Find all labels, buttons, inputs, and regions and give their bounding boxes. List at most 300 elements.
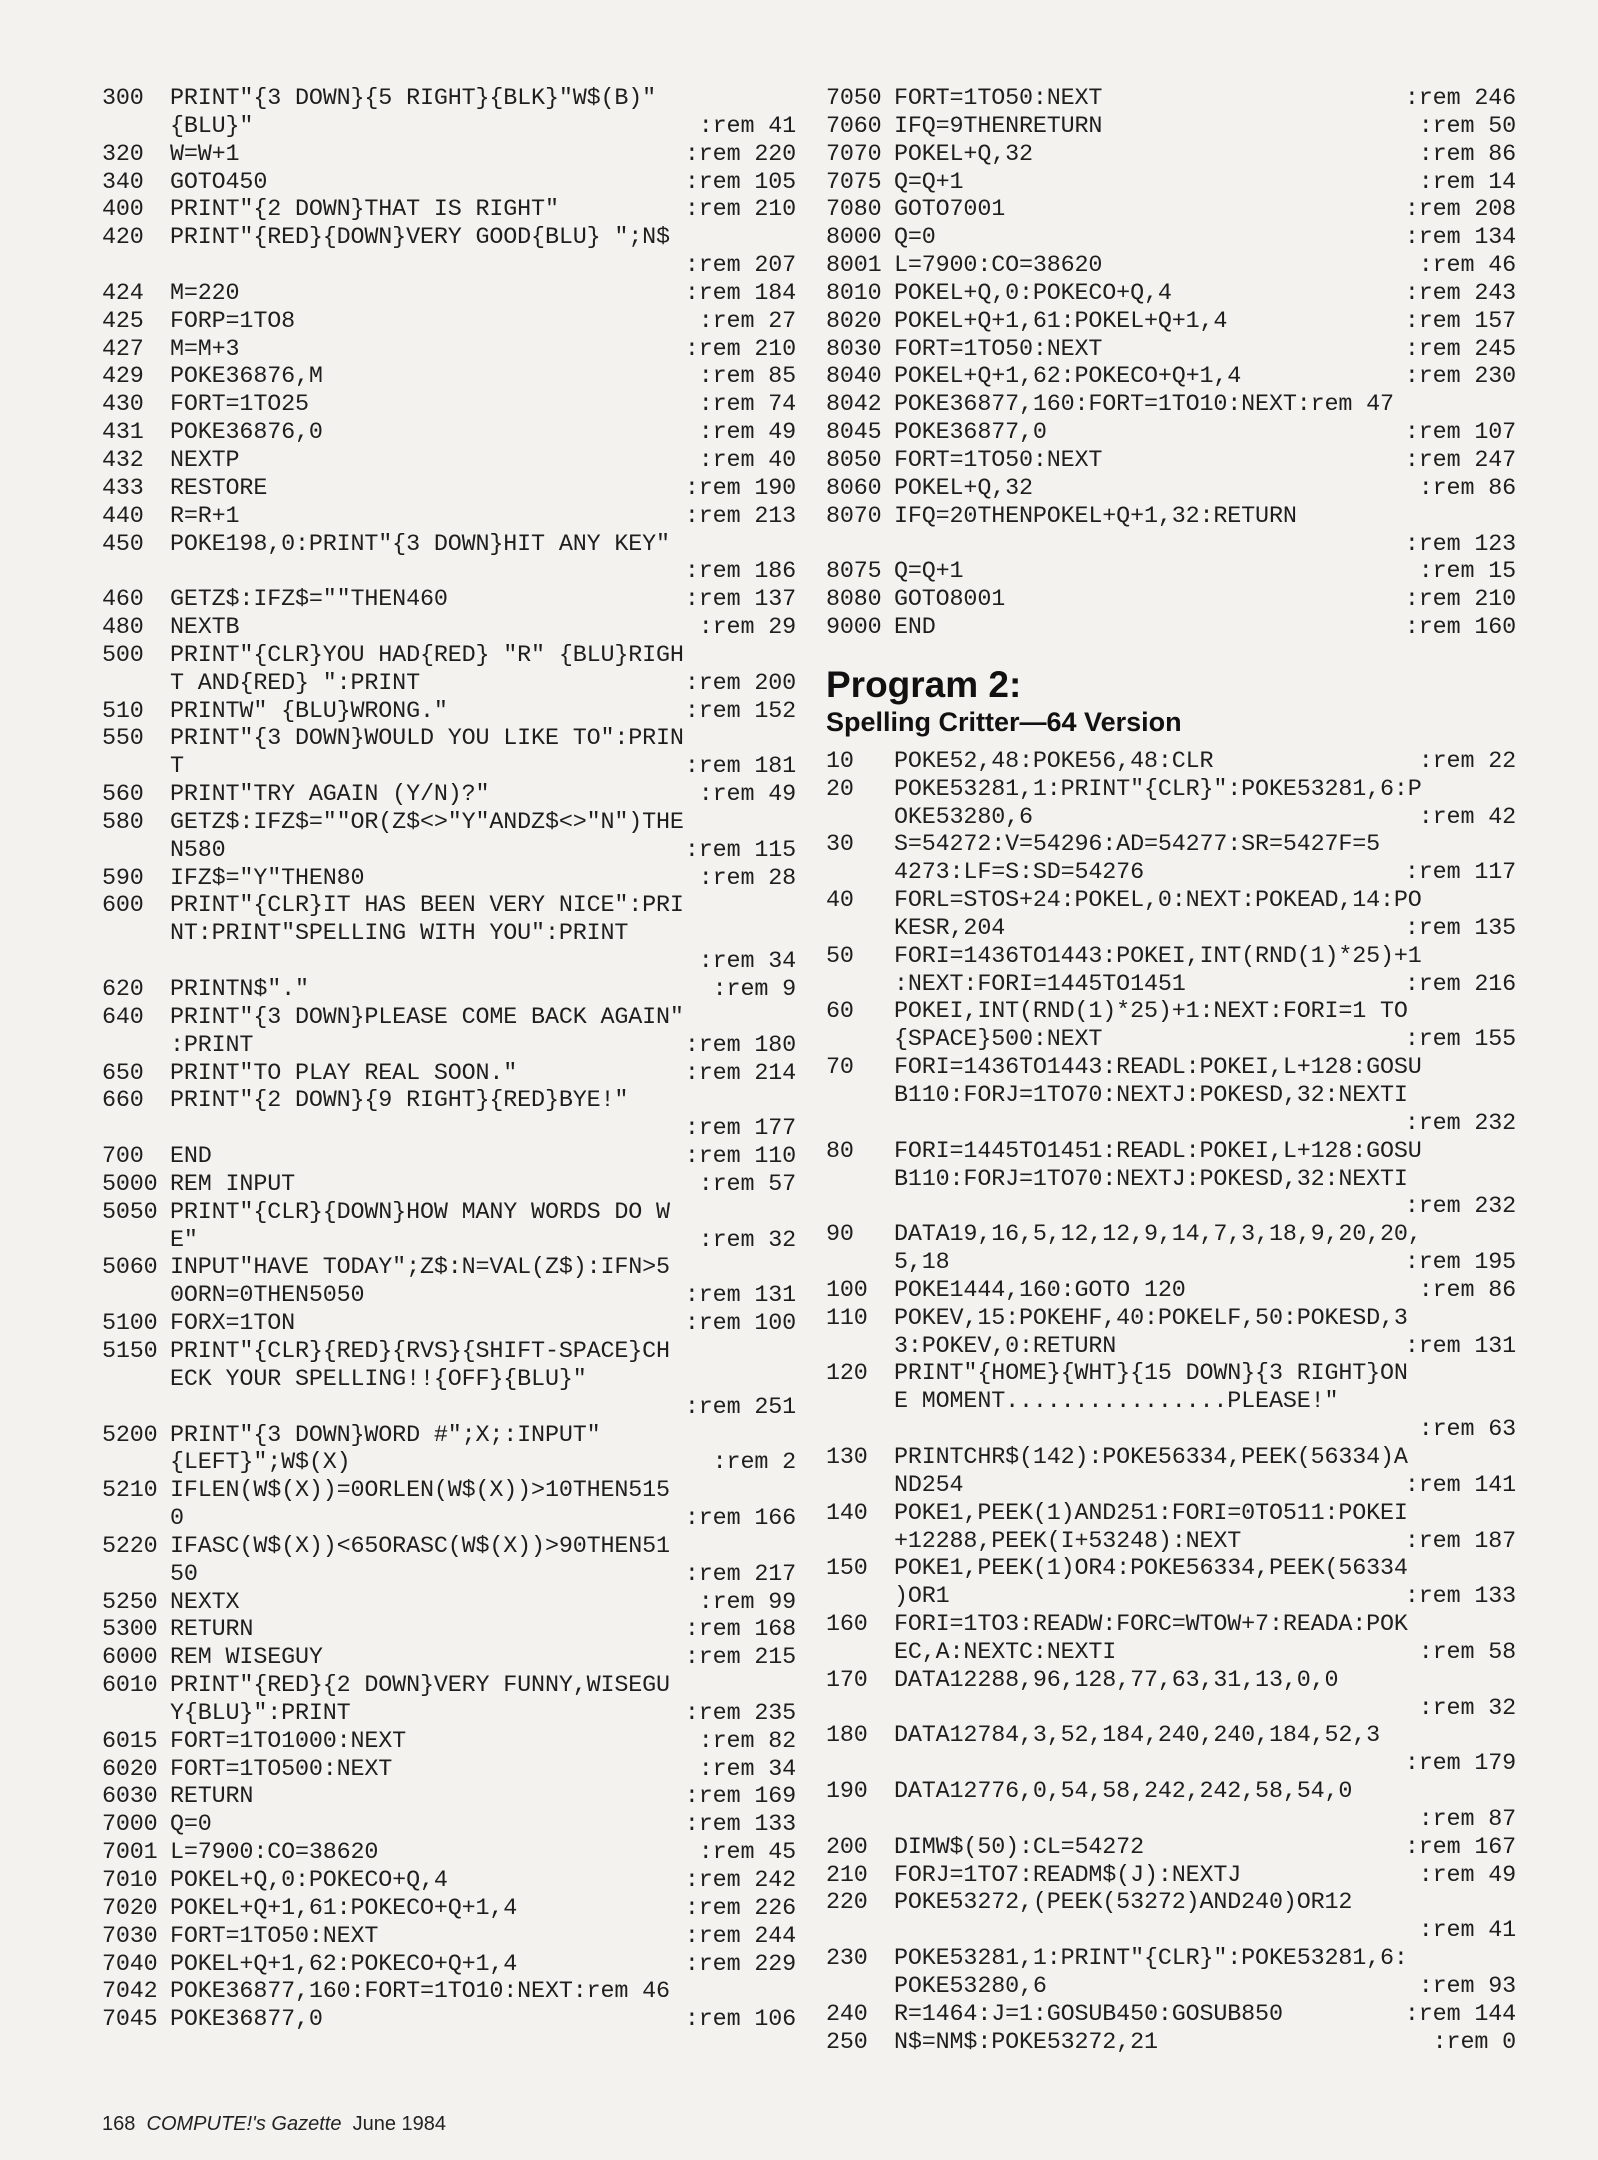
left-listing-column bbox=[102, 86, 796, 2035]
checksum-rem: :rem 86 bbox=[1418, 475, 1516, 502]
checksum-rem: :rem 34 bbox=[698, 949, 796, 976]
code-text: FORT=1TO50:NEXT bbox=[894, 447, 1103, 474]
code-text: RETURN bbox=[170, 1784, 254, 1811]
checksum-rem: :rem 220 bbox=[684, 141, 796, 168]
code-line bbox=[102, 1534, 796, 1562]
code-text: POKE36877,160:FORT=1TO10:NEXT:rem 47 bbox=[894, 392, 1394, 419]
code-text: PRINT"{3 DOWN}{5 RIGHT}{BLK}"W$(B)" bbox=[170, 86, 657, 112]
code-text: DATA12776,0,54,58,242,242,58,54,0 bbox=[894, 1779, 1353, 1806]
code-line bbox=[826, 504, 1516, 532]
code-text: POKE198,0:PRINT"{3 DOWN}HIT ANY KEY" bbox=[170, 531, 670, 558]
code-line bbox=[826, 86, 1516, 114]
code-line bbox=[102, 838, 796, 866]
line-number: 427 bbox=[102, 336, 144, 363]
checksum-rem: :rem 216 bbox=[1404, 971, 1516, 998]
checksum-rem: :rem 63 bbox=[1418, 1417, 1516, 1444]
code-line bbox=[102, 754, 796, 782]
checksum-rem: :rem 229 bbox=[684, 1951, 796, 1978]
line-number: 700 bbox=[102, 1144, 144, 1171]
code-text: FORX=1TON bbox=[170, 1311, 295, 1338]
code-text: OKE53280,6 bbox=[894, 804, 1033, 831]
line-number: 8030 bbox=[826, 336, 882, 363]
code-line bbox=[102, 532, 796, 560]
checksum-rem: :rem 34 bbox=[698, 1756, 796, 1783]
code-line bbox=[102, 1868, 796, 1896]
code-line bbox=[826, 1055, 1516, 1083]
checksum-rem: :rem 166 bbox=[684, 1506, 796, 1533]
code-text: FORI=1436TO1443:READL:POKEI,L+128:GOSU bbox=[894, 1055, 1422, 1082]
code-line bbox=[826, 1417, 1516, 1445]
code-text: )OR1 bbox=[894, 1584, 950, 1611]
checksum-rem: :rem 155 bbox=[1404, 1027, 1516, 1054]
code-text: 50 bbox=[170, 1561, 198, 1588]
code-text: POKE52,48:POKE56,48:CLR bbox=[894, 748, 1214, 775]
code-text: POKE36876,M bbox=[170, 364, 323, 391]
code-line bbox=[102, 1450, 796, 1478]
code-text: END bbox=[894, 615, 936, 642]
magazine-title: COMPUTE!'s Gazette bbox=[146, 2113, 342, 2135]
code-text: FORT=1TO500:NEXT bbox=[170, 1756, 393, 1783]
code-text: POKEL+Q,0:POKECO+Q,4 bbox=[170, 1868, 448, 1894]
code-line bbox=[102, 1896, 796, 1924]
line-number: 8000 bbox=[826, 225, 882, 252]
code-text: REM INPUT bbox=[170, 1171, 295, 1198]
line-number: 320 bbox=[102, 141, 144, 168]
checksum-rem: :rem 15 bbox=[1418, 559, 1516, 586]
line-number: 7000 bbox=[102, 1812, 158, 1839]
code-line bbox=[826, 420, 1516, 448]
code-line bbox=[102, 1562, 796, 1590]
page-footer bbox=[102, 2113, 446, 2150]
checksum-rem: :rem 42 bbox=[1418, 804, 1516, 831]
code-line bbox=[102, 1840, 796, 1868]
code-line bbox=[826, 1222, 1516, 1250]
code-text: PRINT"{3 DOWN}PLEASE COME BACK AGAIN" bbox=[170, 1004, 684, 1031]
code-line bbox=[826, 944, 1516, 972]
code-text: POKE1444,160:GOTO 120 bbox=[894, 1277, 1186, 1304]
code-text: POKE1,PEEK(1)OR4:POKE56334,PEEK(56334 bbox=[894, 1556, 1408, 1583]
code-text: FORT=1TO50:NEXT bbox=[894, 336, 1103, 363]
checksum-rem: :rem 144 bbox=[1404, 2001, 1516, 2028]
line-number: 8080 bbox=[826, 587, 882, 614]
code-line bbox=[102, 2007, 796, 2035]
code-line bbox=[826, 1167, 1516, 1195]
code-line bbox=[102, 1395, 796, 1423]
code-line bbox=[102, 142, 796, 170]
code-line bbox=[826, 281, 1516, 309]
code-line bbox=[102, 504, 796, 532]
code-line bbox=[826, 1334, 1516, 1362]
checksum-rem: :rem 217 bbox=[684, 1561, 796, 1588]
code-text: END bbox=[170, 1144, 212, 1171]
code-text: 3:POKEV,0:RETURN bbox=[894, 1333, 1117, 1360]
code-text: Q=0 bbox=[894, 225, 936, 252]
code-text: {BLU}" bbox=[170, 113, 254, 140]
line-number: 30 bbox=[826, 832, 854, 859]
code-text: :NEXT:FORI=1445TO1451 bbox=[894, 971, 1186, 998]
code-line bbox=[826, 1946, 1516, 1974]
checksum-rem: :rem 117 bbox=[1404, 860, 1516, 887]
code-line bbox=[102, 364, 796, 392]
line-number: 40 bbox=[826, 888, 854, 915]
code-text: FORI=1445TO1451:READL:POKEI,L+128:GOSU bbox=[894, 1138, 1422, 1165]
code-line bbox=[102, 86, 796, 114]
line-number: 8040 bbox=[826, 364, 882, 391]
code-line bbox=[826, 1111, 1516, 1139]
code-line bbox=[102, 1200, 796, 1228]
program-subheading: Spelling Critter—64 Version bbox=[826, 706, 1182, 737]
code-line bbox=[826, 1250, 1516, 1278]
code-text: PRINT"{CLR}{DOWN}HOW MANY WORDS DO W bbox=[170, 1199, 670, 1226]
code-text: E MOMENT................PLEASE!" bbox=[894, 1389, 1339, 1416]
line-number: 20 bbox=[826, 776, 854, 803]
code-text: Q=Q+1 bbox=[894, 169, 964, 196]
code-text: FORJ=1TO7:READM$(J):NEXTJ bbox=[894, 1862, 1242, 1889]
checksum-rem: :rem 32 bbox=[1418, 1695, 1516, 1722]
line-number: 420 bbox=[102, 225, 144, 252]
code-line bbox=[826, 114, 1516, 142]
line-number: 110 bbox=[826, 1305, 868, 1332]
line-number: 8075 bbox=[826, 559, 882, 586]
checksum-rem: :rem 106 bbox=[684, 2007, 796, 2034]
code-text: RETURN bbox=[170, 1617, 254, 1644]
code-text: INPUT"HAVE TODAY";Z$:N=VAL(Z$):IFN>5 bbox=[170, 1255, 670, 1282]
code-line bbox=[102, 1283, 796, 1311]
checksum-rem: :rem 86 bbox=[1418, 1277, 1516, 1304]
code-text: PRINT"{RED}{2 DOWN}VERY FUNNY,WISEGU bbox=[170, 1673, 670, 1700]
code-line bbox=[826, 1445, 1516, 1473]
line-number: 460 bbox=[102, 587, 144, 614]
code-line bbox=[102, 643, 796, 671]
line-number: 429 bbox=[102, 364, 144, 391]
line-number: 5220 bbox=[102, 1533, 158, 1560]
code-line bbox=[826, 1278, 1516, 1306]
code-text: M=M+3 bbox=[170, 336, 240, 363]
line-number: 7020 bbox=[102, 1895, 158, 1922]
code-line bbox=[102, 1701, 796, 1729]
line-number: 440 bbox=[102, 503, 144, 530]
code-line bbox=[826, 999, 1516, 1027]
code-line bbox=[102, 1172, 796, 1200]
code-text: Y{BLU}":PRINT bbox=[170, 1700, 351, 1727]
code-text: DATA12288,96,128,77,63,31,13,0,0 bbox=[894, 1667, 1339, 1694]
line-number: 580 bbox=[102, 809, 144, 836]
line-number: 8050 bbox=[826, 447, 882, 474]
code-text: PRINTN$"." bbox=[170, 977, 309, 1003]
code-text: FORL=STOS+24:POKEL,0:NEXT:POKEAD,14:PO bbox=[894, 888, 1422, 915]
checksum-rem: :rem 180 bbox=[684, 1032, 796, 1059]
line-number: 8070 bbox=[826, 503, 882, 530]
code-text: POKEL+Q,0:POKECO+Q,4 bbox=[894, 280, 1172, 307]
code-line bbox=[826, 1584, 1516, 1612]
code-line bbox=[826, 476, 1516, 504]
line-number: 432 bbox=[102, 447, 144, 474]
code-line bbox=[102, 699, 796, 727]
code-line bbox=[826, 559, 1516, 587]
line-number: 5100 bbox=[102, 1311, 158, 1338]
line-number: 5200 bbox=[102, 1422, 158, 1449]
line-number: 10 bbox=[826, 748, 854, 775]
checksum-rem: :rem 123 bbox=[1404, 531, 1516, 558]
code-line bbox=[102, 1339, 796, 1367]
line-number: 430 bbox=[102, 392, 144, 419]
issue-date: June 1984 bbox=[352, 2113, 447, 2135]
line-number: 6015 bbox=[102, 1728, 158, 1755]
checksum-rem: :rem 186 bbox=[684, 559, 796, 586]
code-line bbox=[826, 1389, 1516, 1417]
checksum-rem: :rem 215 bbox=[684, 1645, 796, 1672]
checksum-rem: :rem 232 bbox=[1404, 1194, 1516, 1221]
code-line bbox=[102, 420, 796, 448]
checksum-rem: :rem 45 bbox=[698, 1840, 796, 1867]
checksum-rem: :rem 181 bbox=[684, 754, 796, 781]
checksum-rem: :rem 133 bbox=[1404, 1584, 1516, 1611]
code-line bbox=[102, 893, 796, 921]
code-text: Q=0 bbox=[170, 1812, 212, 1839]
checksum-rem: :rem 210 bbox=[1404, 587, 1516, 614]
code-line bbox=[826, 1529, 1516, 1557]
checksum-rem: :rem 22 bbox=[1418, 748, 1516, 775]
line-number: 340 bbox=[102, 169, 144, 196]
line-number: 7050 bbox=[826, 86, 882, 112]
checksum-rem: :rem 110 bbox=[684, 1144, 796, 1171]
code-line bbox=[826, 170, 1516, 198]
code-line bbox=[826, 1612, 1516, 1640]
checksum-rem: :rem 244 bbox=[684, 1923, 796, 1950]
code-text: IFASC(W$(X))<65ORASC(W$(X))>90THEN51 bbox=[170, 1533, 670, 1560]
code-line bbox=[102, 949, 796, 977]
code-line bbox=[102, 1367, 796, 1395]
code-text: PRINT"{3 DOWN}WOULD YOU LIKE TO":PRIN bbox=[170, 726, 684, 753]
checksum-rem: :rem 214 bbox=[684, 1060, 796, 1087]
code-line bbox=[826, 197, 1516, 225]
line-number: 90 bbox=[826, 1222, 854, 1249]
code-line bbox=[826, 2002, 1516, 2030]
code-line bbox=[102, 1784, 796, 1812]
code-text: PRINT"{RED}{DOWN}VERY GOOD{BLU} ";N$ bbox=[170, 225, 670, 252]
checksum-rem: :rem 243 bbox=[1404, 280, 1516, 307]
program-heading: Program 2: bbox=[826, 663, 1022, 705]
code-line bbox=[826, 1139, 1516, 1167]
code-text: +12288,PEEK(I+53248):NEXT bbox=[894, 1528, 1242, 1555]
line-number: 9000 bbox=[826, 615, 882, 642]
code-text: NEXTB bbox=[170, 615, 240, 642]
line-number: 7070 bbox=[826, 141, 882, 168]
line-number: 130 bbox=[826, 1444, 868, 1471]
line-number: 100 bbox=[826, 1277, 868, 1304]
line-number: 510 bbox=[102, 698, 144, 725]
program1-continuation bbox=[826, 86, 1516, 643]
code-line bbox=[102, 866, 796, 894]
code-line bbox=[826, 1751, 1516, 1779]
code-line bbox=[102, 810, 796, 838]
line-number: 140 bbox=[826, 1500, 868, 1527]
code-line bbox=[826, 749, 1516, 777]
code-line bbox=[826, 253, 1516, 281]
line-number: 240 bbox=[826, 2001, 868, 2028]
code-line bbox=[826, 1027, 1516, 1055]
code-line bbox=[102, 587, 796, 615]
code-line bbox=[102, 448, 796, 476]
code-text: GETZ$:IFZ$=""OR(Z$<>"Y"ANDZ$<>"N")THE bbox=[170, 809, 684, 836]
checksum-rem: :rem 28 bbox=[698, 865, 796, 892]
code-text: 4273:LF=S:SD=54276 bbox=[894, 860, 1144, 887]
line-number: 7030 bbox=[102, 1923, 158, 1950]
code-text: PRINT"{HOME}{WHT}{15 DOWN}{3 RIGHT}ON bbox=[894, 1361, 1408, 1388]
checksum-rem: :rem 210 bbox=[684, 197, 796, 224]
checksum-rem: :rem 168 bbox=[684, 1617, 796, 1644]
code-line bbox=[102, 921, 796, 949]
code-line bbox=[102, 1506, 796, 1534]
code-text: FORT=1TO50:NEXT bbox=[170, 1923, 379, 1950]
checksum-rem: :rem 230 bbox=[1404, 364, 1516, 391]
code-line bbox=[826, 777, 1516, 805]
page-number: 168 bbox=[102, 2113, 136, 2135]
code-text: 0 bbox=[170, 1506, 184, 1533]
code-line bbox=[102, 615, 796, 643]
code-text: POKEL+Q+1,61:POKECO+Q+1,4 bbox=[170, 1895, 518, 1922]
code-text: FORI=1436TO1443:POKEI,INT(RND(1)*25)+1 bbox=[894, 943, 1422, 970]
code-text: IFQ=20THENPOKEL+Q+1,32:RETURN bbox=[894, 503, 1297, 530]
code-text: NEXTX bbox=[170, 1589, 240, 1616]
line-number: 50 bbox=[826, 943, 854, 970]
line-number: 620 bbox=[102, 977, 144, 1003]
code-text: NT:PRINT"SPELLING WITH YOU":PRINT bbox=[170, 921, 629, 948]
checksum-rem: :rem 32 bbox=[698, 1227, 796, 1254]
code-line bbox=[102, 782, 796, 810]
code-line bbox=[102, 1061, 796, 1089]
line-number: 424 bbox=[102, 280, 144, 307]
code-line bbox=[102, 1812, 796, 1840]
code-text: PRINT"{CLR}IT HAS BEEN VERY NICE":PRI bbox=[170, 893, 684, 920]
line-number: 8045 bbox=[826, 420, 882, 447]
code-line bbox=[102, 1617, 796, 1645]
code-text: POKEL+Q+1,61:POKEL+Q+1,4 bbox=[894, 308, 1228, 335]
code-text: ECK YOUR SPELLING!!{OFF}{BLU}" bbox=[170, 1366, 587, 1393]
code-line bbox=[826, 1835, 1516, 1863]
checksum-rem: :rem 87 bbox=[1418, 1806, 1516, 1833]
checksum-rem: :rem 27 bbox=[698, 308, 796, 335]
code-text: POKE36876,0 bbox=[170, 420, 323, 447]
line-number: 5150 bbox=[102, 1338, 158, 1365]
checksum-rem: :rem 93 bbox=[1418, 1974, 1516, 2000]
checksum-rem: :rem 245 bbox=[1404, 336, 1516, 363]
checksum-rem: :rem 82 bbox=[698, 1728, 796, 1755]
line-number: 5060 bbox=[102, 1255, 158, 1282]
checksum-rem: :rem 49 bbox=[698, 420, 796, 447]
code-text: FORP=1TO8 bbox=[170, 308, 295, 335]
code-line bbox=[826, 142, 1516, 170]
code-line bbox=[102, 114, 796, 142]
checksum-rem: :rem 141 bbox=[1404, 1472, 1516, 1499]
code-text: PRINT"{2 DOWN}THAT IS RIGHT" bbox=[170, 197, 559, 224]
code-line bbox=[826, 448, 1516, 476]
line-number: 250 bbox=[826, 2029, 868, 2056]
code-line bbox=[826, 832, 1516, 860]
code-line bbox=[102, 1033, 796, 1061]
code-text: PRINT"{CLR}{RED}{RVS}{SHIFT-SPACE}CH bbox=[170, 1338, 670, 1365]
line-number: 7001 bbox=[102, 1840, 158, 1867]
code-text: PRINT"{CLR}YOU HAD{RED} "R" {BLU}RIGH bbox=[170, 642, 684, 669]
line-number: 7060 bbox=[826, 113, 882, 140]
code-line bbox=[826, 615, 1516, 643]
code-text: 0ORN=0THEN5050 bbox=[170, 1283, 365, 1310]
line-number: 433 bbox=[102, 475, 144, 502]
line-number: 7080 bbox=[826, 197, 882, 224]
code-text: DATA12784,3,52,184,240,240,184,52,3 bbox=[894, 1723, 1381, 1750]
code-line bbox=[826, 2030, 1516, 2058]
line-number: 550 bbox=[102, 726, 144, 753]
code-text: PRINT"TO PLAY REAL SOON." bbox=[170, 1060, 518, 1087]
line-number: 7045 bbox=[102, 2007, 158, 2034]
code-line bbox=[102, 1757, 796, 1785]
line-number: 6000 bbox=[102, 1645, 158, 1672]
code-line bbox=[826, 972, 1516, 1000]
code-line bbox=[826, 1890, 1516, 1918]
code-text: GOTO7001 bbox=[894, 197, 1006, 224]
checksum-rem: :rem 179 bbox=[1404, 1751, 1516, 1778]
code-text: B110:FORJ=1TO70:NEXTJ:POKESD,32:NEXTI bbox=[894, 1166, 1408, 1193]
code-text: W=W+1 bbox=[170, 141, 240, 168]
code-line bbox=[826, 1863, 1516, 1891]
code-line bbox=[102, 1673, 796, 1701]
line-number: 7040 bbox=[102, 1951, 158, 1978]
code-line bbox=[826, 1779, 1516, 1807]
code-line bbox=[102, 1590, 796, 1618]
checksum-rem: :rem 57 bbox=[698, 1171, 796, 1198]
code-text: R=R+1 bbox=[170, 503, 240, 530]
code-text: POKEL+Q,32 bbox=[894, 475, 1033, 502]
line-number: 8001 bbox=[826, 253, 882, 280]
checksum-rem: :rem 177 bbox=[684, 1116, 796, 1143]
code-text: POKEL+Q+1,62:POKECO+Q+1,4 bbox=[894, 364, 1242, 391]
code-text: S=54272:V=54296:AD=54277:SR=5427F=5 bbox=[894, 832, 1381, 859]
code-text: RESTORE bbox=[170, 475, 268, 502]
line-number: 70 bbox=[826, 1055, 854, 1082]
line-number: 650 bbox=[102, 1060, 144, 1087]
code-line bbox=[826, 225, 1516, 253]
code-line bbox=[102, 1729, 796, 1757]
code-line bbox=[826, 805, 1516, 833]
line-number: 480 bbox=[102, 615, 144, 642]
code-line bbox=[826, 1306, 1516, 1334]
code-line bbox=[102, 281, 796, 309]
code-line bbox=[102, 1952, 796, 1980]
code-line bbox=[102, 309, 796, 337]
checksum-rem: :rem 187 bbox=[1404, 1528, 1516, 1555]
code-text: IFZ$="Y"THEN80 bbox=[170, 865, 365, 892]
code-line bbox=[102, 225, 796, 253]
code-line bbox=[826, 1723, 1516, 1751]
line-number: 170 bbox=[826, 1667, 868, 1694]
line-number: 5250 bbox=[102, 1589, 158, 1616]
code-text: N580 bbox=[170, 837, 226, 864]
line-number: 8060 bbox=[826, 475, 882, 502]
code-line bbox=[826, 1501, 1516, 1529]
line-number: 220 bbox=[826, 1890, 868, 1917]
checksum-rem: :rem 135 bbox=[1404, 915, 1516, 942]
line-number: 6020 bbox=[102, 1756, 158, 1783]
code-text: L=7900:CO=38620 bbox=[170, 1840, 379, 1867]
code-text: POKE36877,0 bbox=[894, 420, 1047, 447]
checksum-rem: :rem 133 bbox=[684, 1812, 796, 1839]
code-text: N$=NM$:POKE53272,21 bbox=[894, 2029, 1158, 2056]
line-number: 560 bbox=[102, 782, 144, 809]
line-number: 6010 bbox=[102, 1673, 158, 1700]
line-number: 5300 bbox=[102, 1617, 158, 1644]
code-line bbox=[826, 587, 1516, 615]
checksum-rem: :rem 134 bbox=[1404, 225, 1516, 252]
